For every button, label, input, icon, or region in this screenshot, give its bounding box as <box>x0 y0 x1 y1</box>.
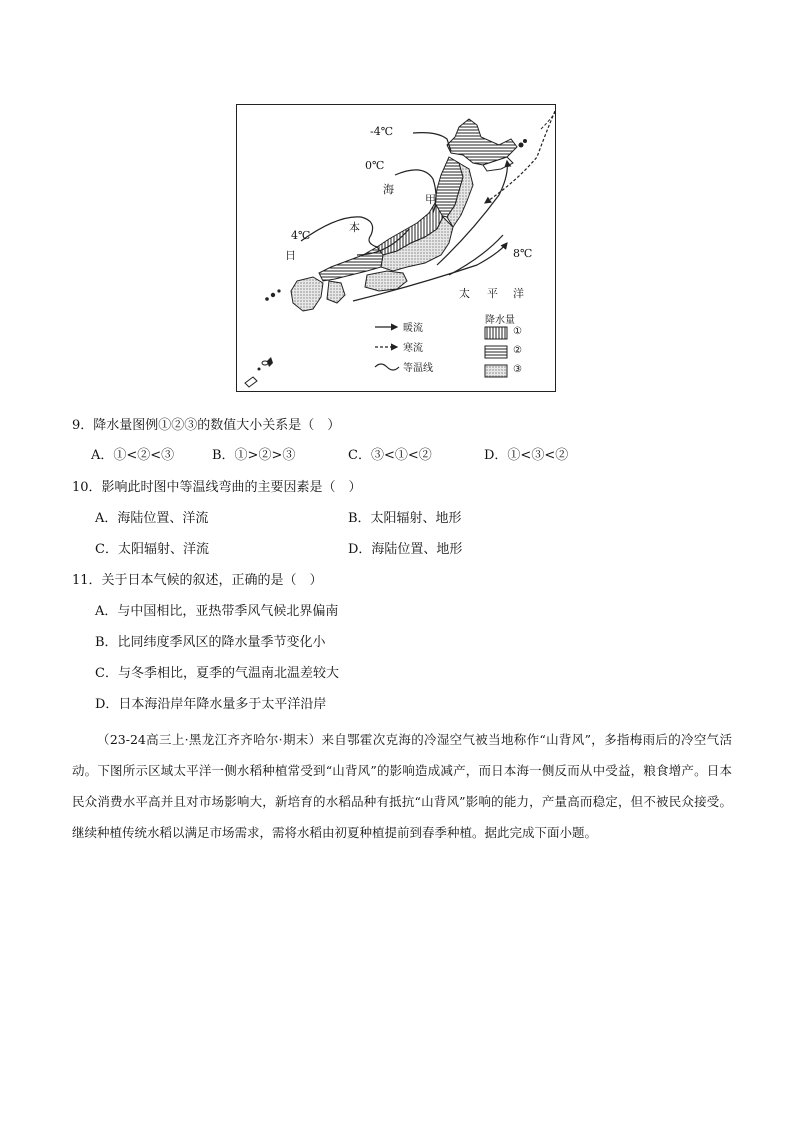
isotherm-label-minus4: -4℃ <box>370 125 394 138</box>
question-11-option-c: C．与冬季相比，夏季的气温南北温差较大 <box>95 666 339 681</box>
question-10-stem: 10．影响此时图中等温线弯曲的主要因素是（ ） <box>72 480 362 495</box>
question-9-option-a: A．①<②<③ <box>91 448 175 463</box>
sea-label-jia: 甲 <box>425 193 436 206</box>
isotherm-8 <box>449 235 503 275</box>
question-11-option-b: B．比同纬度季风区的降水量季节变化小 <box>95 635 326 650</box>
question-10-option-d: D．海陆位置、地形 <box>348 542 463 557</box>
question-11-option-a: A．与中国相比，亚热带季风气候北界偏南 <box>95 604 339 619</box>
japan-climate-map <box>236 104 556 392</box>
legend-warm-current: 暖流 <box>403 323 423 334</box>
isotherm-label-4: 4℃ <box>291 229 311 242</box>
sea-label-ri: 日 <box>285 249 296 262</box>
question-9-option-c: C．③<①<② <box>348 448 432 463</box>
kyushu-east <box>327 281 345 303</box>
legend-cold-current: 寒流 <box>403 343 423 354</box>
reading-passage: （23-24高三上·黑龙江齐齐哈尔·期末）来自鄂霍次克海的冷湿空气被当地称作“山背风”，多指梅雨后的冷空气活动。下图所示区域太平洋一侧水稻种植常受到“山背风”的影响造成减产，而日本海一侧反而从中受益，粮食增产。日本民众消费水平高并且对市场影响大，新培育的水稻品种有抵抗“山背风”影响的能力，产量高而稳定，但不被民众接受。继续种植传统水稻以满足市场需求，需将水稻由初夏种植提前到春季种植。据此完成下面小题。 <box>72 732 732 840</box>
isotherm-minus4 <box>413 133 451 151</box>
question-11-option-d: D．日本海沿岸年降水量多于太平洋沿岸 <box>95 697 327 712</box>
legend-precip-2: ② <box>513 345 522 356</box>
isotherm-label-8: 8℃ <box>513 247 533 260</box>
question-11-stem: 11．关于日本气候的叙述，正确的是（ ） <box>72 573 323 588</box>
legend-precip-3: ③ <box>513 364 522 375</box>
sea-label-ben: 本 <box>349 221 360 234</box>
legend-precip-1: ① <box>513 326 522 337</box>
sea-label-hai: 海 <box>383 183 394 196</box>
ocean-label-yang: 洋 <box>513 287 524 300</box>
legend-precip-title: 降水量 <box>485 315 515 326</box>
ocean-label-tai: 太 <box>459 287 470 300</box>
question-9-stem: 9．降水量图例①②③的数值大小关系是（ ） <box>72 418 341 433</box>
question-9-option-b: B．①>②>③ <box>212 448 296 463</box>
isotherm-label-0: 0℃ <box>365 159 385 172</box>
question-10-option-c: C．太阳辐射、洋流 <box>95 542 209 557</box>
legend-isotherm: 等温线 <box>403 363 433 374</box>
question-9-option-d: D．①<③<② <box>484 448 569 463</box>
question-10-option-a: A．海陆位置、洋流 <box>95 511 209 526</box>
kyushu-island <box>291 277 323 311</box>
question-10-option-b: B．太阳辐射、地形 <box>348 511 462 526</box>
isotherm-4 <box>301 217 377 247</box>
ocean-label-ping: 平 <box>487 287 498 300</box>
